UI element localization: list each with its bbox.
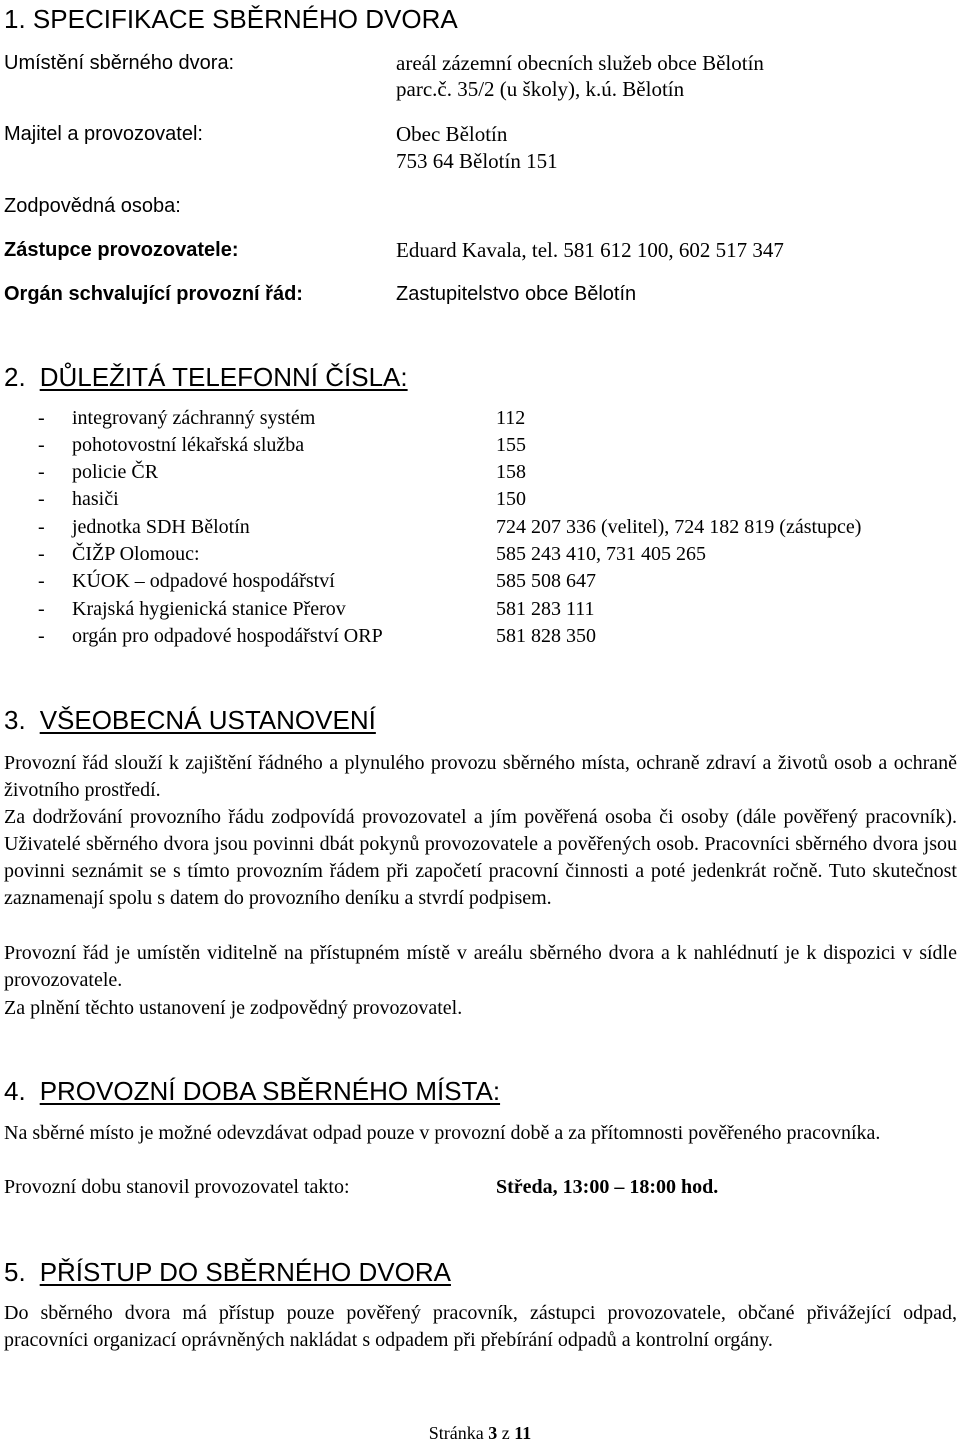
hours-paragraph: Na sběrné místo je možné odevzdávat odpad pouze v provozní době a za přítomnosti pověřeného pracovníka. xyxy=(4,1122,881,1144)
phone-name: jednotka SDH Bělotín xyxy=(72,516,250,538)
zodpovedna-label: Zodpovědná osoba: xyxy=(4,195,181,217)
zastupce-label: Zástupce provozovatele: xyxy=(4,239,239,261)
page-footer xyxy=(0,1422,960,1444)
phone-row xyxy=(0,541,960,568)
phone-row xyxy=(0,432,960,459)
phone-name: integrovaný záchranný systém xyxy=(72,407,316,429)
phone-row xyxy=(0,596,960,623)
section-1-number: 1. xyxy=(4,4,26,34)
phone-name: policie ČR xyxy=(72,461,159,483)
list-dash: - xyxy=(38,516,45,538)
section-4-heading xyxy=(4,1076,500,1106)
majitel-value-line1: Obec Bělotín xyxy=(396,122,508,146)
umisteni-value-line1: areál zázemní obecních služeb obce Bělotín xyxy=(396,51,764,75)
section-2-title: DŮLEŽITÁ TELEFONNÍ ČÍSLA: xyxy=(39,362,408,392)
phone-number: 112 xyxy=(496,407,526,429)
hours-label: Provozní dobu stanovil provozovatel takto: xyxy=(4,1176,350,1198)
general-paragraph-2: Za dodržování provozního řádu zodpovídá provozovatel a jím pověřená osoba či osoby (dále pověřený pracovník). Uživatelé sběrného dvora jsou povinni dbát pokynů provozovatele a pověřených osob. Pracovníci sběrného dvora jsou povinni seznámit se s tímto provozním řádem při započetí pracovní činnosti a poté jedenkrát ročně. Tuto skutečnost zaznamenají spolu s datem do provozního deníku a stvrdí podpisem. xyxy=(4,806,957,909)
phone-number: 585 243 410, 731 405 265 xyxy=(496,543,706,565)
zastupce-value: Eduard Kavala, tel. 581 612 100, 602 517 347 xyxy=(396,238,784,262)
phone-number: 724 207 336 (velitel), 724 182 819 (zástupce) xyxy=(496,516,862,538)
phone-name: ČIŽP Olomouc: xyxy=(72,543,200,565)
phone-name: orgán pro odpadové hospodářství ORP xyxy=(72,625,383,647)
general-paragraph-4: Za plnění těchto ustanovení je zodpovědný provozovatel. xyxy=(4,997,463,1019)
general-paragraph-3: Provozní řád je umístěn viditelně na přístupném místě v areálu sběrného dvora a k nahlédnutí je k dispozici v sídle provozovatele. xyxy=(4,942,957,991)
section-4-title: PROVOZNÍ DOBA SBĚRNÉHO MÍSTA: xyxy=(39,1076,501,1106)
majitel-label: Majitel a provozovatel: xyxy=(4,123,203,145)
umisteni-label: Umístění sběrného dvora: xyxy=(4,52,235,74)
phone-number: 581 828 350 xyxy=(496,625,596,647)
phone-number: 581 283 111 xyxy=(496,598,595,620)
footer-current-page: 3 xyxy=(488,1423,498,1443)
organ-label: Orgán schvalující provozní řád: xyxy=(4,283,303,305)
phone-number: 585 508 647 xyxy=(496,570,596,592)
phone-row xyxy=(0,623,960,650)
phone-row xyxy=(0,459,960,486)
phone-name: pohotovostní lékařská služba xyxy=(72,434,305,456)
section-2-heading xyxy=(4,362,408,392)
phone-number: 158 xyxy=(496,461,526,483)
section-3-heading xyxy=(4,705,376,735)
footer-separator: z xyxy=(501,1423,510,1443)
umisteni-value-line2: parc.č. 35/2 (u školy), k.ú. Bělotín xyxy=(396,77,685,101)
phone-name: Krajská hygienická stanice Přerov xyxy=(72,598,346,620)
footer-total-pages: 11 xyxy=(514,1423,532,1443)
section-3-title: VŠEOBECNÁ USTANOVENÍ xyxy=(39,705,376,735)
list-dash: - xyxy=(38,461,45,483)
list-dash: - xyxy=(38,407,45,429)
phone-number: 155 xyxy=(496,434,526,456)
list-dash: - xyxy=(38,570,45,592)
access-paragraph: Do sběrného dvora má přístup pouze pověřený pracovník, zástupci provozovatele, občané přivážející odpad, pracovníci organizací oprávněných nakládat s odpadem při přebírání odpadů a kontrolní orgány. xyxy=(4,1302,957,1351)
section-5-title: PŘÍSTUP DO SBĚRNÉHO DVORA xyxy=(39,1257,451,1287)
section-1-title: SPECIFIKACE SBĚRNÉHO DVORA xyxy=(32,4,458,34)
phone-row xyxy=(0,405,960,432)
phone-number: 150 xyxy=(496,488,526,510)
phone-name: KÚOK – odpadové hospodářství xyxy=(72,570,335,592)
phone-row xyxy=(0,514,960,541)
list-dash: - xyxy=(38,543,45,565)
organ-value: Zastupitelstvo obce Bělotín xyxy=(396,283,637,305)
list-dash: - xyxy=(38,625,45,647)
phone-row xyxy=(0,486,960,513)
general-paragraph-1: Provozní řád slouží k zajištění řádného a plynulého provozu sběrného místa, ochraně zdraví a životů osob a ochraně životního prostředí. xyxy=(4,752,957,801)
hours-value: Středa, 13:00 – 18:00 hod. xyxy=(496,1176,719,1198)
majitel-value-line2: 753 64 Bělotín 151 xyxy=(396,149,558,173)
phone-name: hasiči xyxy=(72,488,119,510)
section-3-number: 3. xyxy=(4,705,26,735)
list-dash: - xyxy=(38,434,45,456)
section-1-heading xyxy=(4,4,458,34)
phone-row xyxy=(0,568,960,595)
list-dash: - xyxy=(38,598,45,620)
section-5-heading xyxy=(4,1257,451,1287)
section-4-number: 4. xyxy=(4,1076,26,1106)
list-dash: - xyxy=(38,488,45,510)
footer-prefix: Stránka xyxy=(428,1423,484,1443)
section-2-number: 2. xyxy=(4,362,26,392)
section-5-number: 5. xyxy=(4,1257,26,1287)
